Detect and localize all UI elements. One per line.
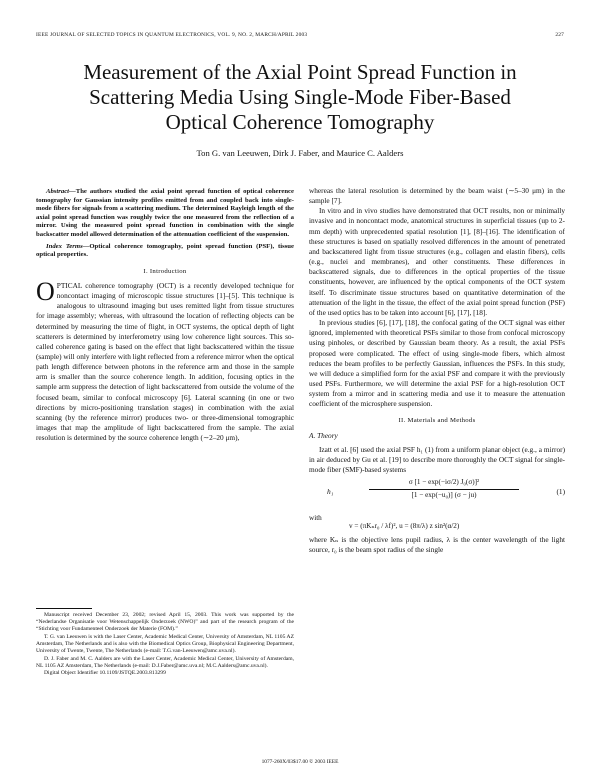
col2-paragraph-2: In vitro and in vivo studies have demonstrated that OCT results, non or minimally invasive and in noncontact mode, anatomical structures in superficial tissues (up to 2-mm depth) with unprecedented spatial resolution [1], [8]–[16]. The identification of these structures is based on spatially resolved differences in the amount of penetrated and backscattered light from tissue structures (e.g., collagen and elastin fibers), cells (e.g., nuclei and membranes), and other constituents. These differences in backscattered signals, due to differences in the optical properties of the tissue constituents, however, are influenced by the optical components of the OCT system itself. To discriminate tissue structures based on quantitative determination of the attenuation of the light in the tissue, the effect of the axial point spread function (PSF) of the used optics has to be taken into account [6], [17], [18].: [309, 206, 565, 317]
intro-text: PTICAL coherence tomography (OCT) is a recently developed technique for noncontact imaging of microscopic tissue structures [1]–[5]. This technique is analogous to ultrasound imaging but uses remitted light from tissue structures for image assembly; whereas, with ultrasound the location of reflecting objects can be determined by measuring the time of flight, in OCT systems, the optical depth of light scatterers is determined by interferometry using low coherence light sources. This so-called coherence gating is based on the effect that light backscattered within the tissue (sample) will only interfere with light reflected from a reference mirror when the optical path length difference between photons in the reference arm and those in the sample arm is smaller than the source coherence length. In addition, focusing optics in the sample arm suppress the detection of light backscattered from outside the volume of the focused beam, similar to confocal microscopy [6]. Lateral scanning (in one or two directions by micro-positioning translation stages) in combination with the axial scanning (by the reference mirror) produces two- or three-dimensional tomographic images that map the amplitude of light backscattered from the sample. The axial resolution is determined by the source coherence length (∼2–20 μm),: [36, 280, 294, 443]
journal-name: IEEE JOURNAL OF SELECTED TOPICS IN QUANTUM ELECTRONICS, VOL. 9, NO. 2, MARCH/APRIL 2003: [36, 32, 308, 38]
col2-paragraph-5: where Kₙ is the objective lens pupil radius, λ is the center wavelength of the light source, r₀ is the beam spot radius of the single: [309, 535, 565, 555]
footnote-author-1: T. G. van Leeuwen is with the Laser Center, Academic Medical Center, University of Amsterdam, NL 1105 AZ Amsterdam, The Netherlands and is also with the Biomedical Optics Group, Biophysical Engineering Department, University of Twente, Twente, The Netherlands (e-mail: T.G.van-Leeuwen@amc.uva.nl).: [36, 633, 294, 654]
right-column: [309, 186, 565, 556]
section-heading-intro: I. Introduction: [143, 267, 187, 275]
equation-denominator: [1 − exp(−u₀)] (σ − ju): [411, 491, 477, 500]
running-header: [36, 32, 564, 42]
equation-numerator: σ [1 − exp(−iσ/2) J₀(σ)]²: [369, 477, 519, 490]
author-list: Ton G. van Leeuwen, Dirk J. Faber, and Maurice C. Aalders: [196, 148, 404, 158]
col2-paragraph-1: whereas the lateral resolution is determined by the beam waist (∼5–30 μm) in the sample [7].: [309, 186, 565, 206]
footnote-rule: [36, 608, 92, 609]
footnote-doi: Digital Object Identifier 10.1109/JSTQE.2003.813299: [44, 670, 166, 677]
drop-cap: O: [36, 276, 55, 306]
equation-lhs: h₁: [327, 487, 334, 497]
index-terms-label: Index Terms—: [46, 242, 90, 250]
col2-paragraph-3: In previous studies [6], [17], [18], the confocal gating of the OCT signal was either ignored, implemented with theoretical PSFs similar to those from confocal microscopy using pinholes, or described by Gaussian beam theory. As a result, the axial PSFs proposed were complicated. The effect of using single-mode fibers, which almost reduces the beam profiles to be perfectly Gaussian, influences the PSFs. In this study, we will deduce a simplified form for the axial PSF and compare it with the previously used PSFs. Furthermore, we will determine the axial PSF for a high-resolution OCT system from a mirror and in scattering media and use it to measure the attenuation coefficient of the microsphere suspension.: [309, 318, 565, 409]
footnote-author-2: D. J. Faber and M. C. Aalders are with the Laser Center, Academic Medical Center, University of Amsterdam, NL 1105 AZ Amsterdam, The Netherlands (e-mail: D.J.Faber@amc.uva.nl; M.C.Aalders@amc.uva.nl).: [36, 655, 294, 669]
title-line-3: Optical Coherence Tomography: [165, 110, 435, 134]
col2-paragraph-4: Izatt et al. [6] used the axial PSF h₁ (1) from a uniform planar object (e.g., a mirror) in air deduced by Gu et al. [19] to describe more thoroughly the OCT signal for single-mode fiber (SMF)-based systems: [309, 444, 565, 475]
equation-variables: v = (πKₙr₀ / λf)², u = (8π/λ) z sin²(α/2): [349, 522, 460, 531]
with-label: with: [309, 514, 322, 523]
left-column: [36, 188, 294, 443]
section-heading-methods: II. Materials and Methods: [398, 417, 476, 425]
index-terms-text: Optical coherence tomography, point spread function (PSF), tissue optical properties.: [36, 242, 294, 259]
title-line-2: Scattering Media Using Single-Mode Fiber-Based: [89, 85, 511, 109]
paper-title: [20, 60, 580, 135]
page-number: 227: [555, 32, 564, 38]
equation-number: (1): [556, 487, 565, 497]
equation-1: [309, 477, 565, 511]
abstract: [36, 188, 294, 240]
footnote-manuscript: Manuscript received December 23, 2002; revised April 15, 2003. This work was supported by the “Nederlandse Organisatie voor Wetenschappelijk Onderzoek (NWO)” and part of the research program of the “Stichting voor Fundamenteel Onderzoek der Materie (FOM).”: [36, 612, 294, 633]
abstract-text: The authors studied the axial point spread function of optical coherence tomography for Gaussian intensity profiles emitted from and coupled back into single-mode fibers for signals from a scattering medium. The determined Rayleigh length of the axial point spread function was roughly twice the one measured from the reflection of a mirror. Using the measured point spread function in combination with the single backscatter model allowed determination of the attenuation coefficient of the suspension.: [36, 188, 294, 238]
index-terms: [36, 243, 294, 260]
equation-definitions: [309, 513, 565, 535]
footnotes: [36, 612, 294, 678]
equation-fraction: [369, 477, 519, 500]
abstract-label: Abstract—: [46, 188, 76, 195]
copyright-footer: 1077-260X/03$17.00 © 2003 IEEE: [261, 759, 339, 765]
subsection-heading-theory: A. Theory: [309, 430, 338, 440]
title-line-1: Measurement of the Axial Point Spread Function in: [83, 60, 517, 84]
intro-paragraph: [36, 276, 294, 444]
